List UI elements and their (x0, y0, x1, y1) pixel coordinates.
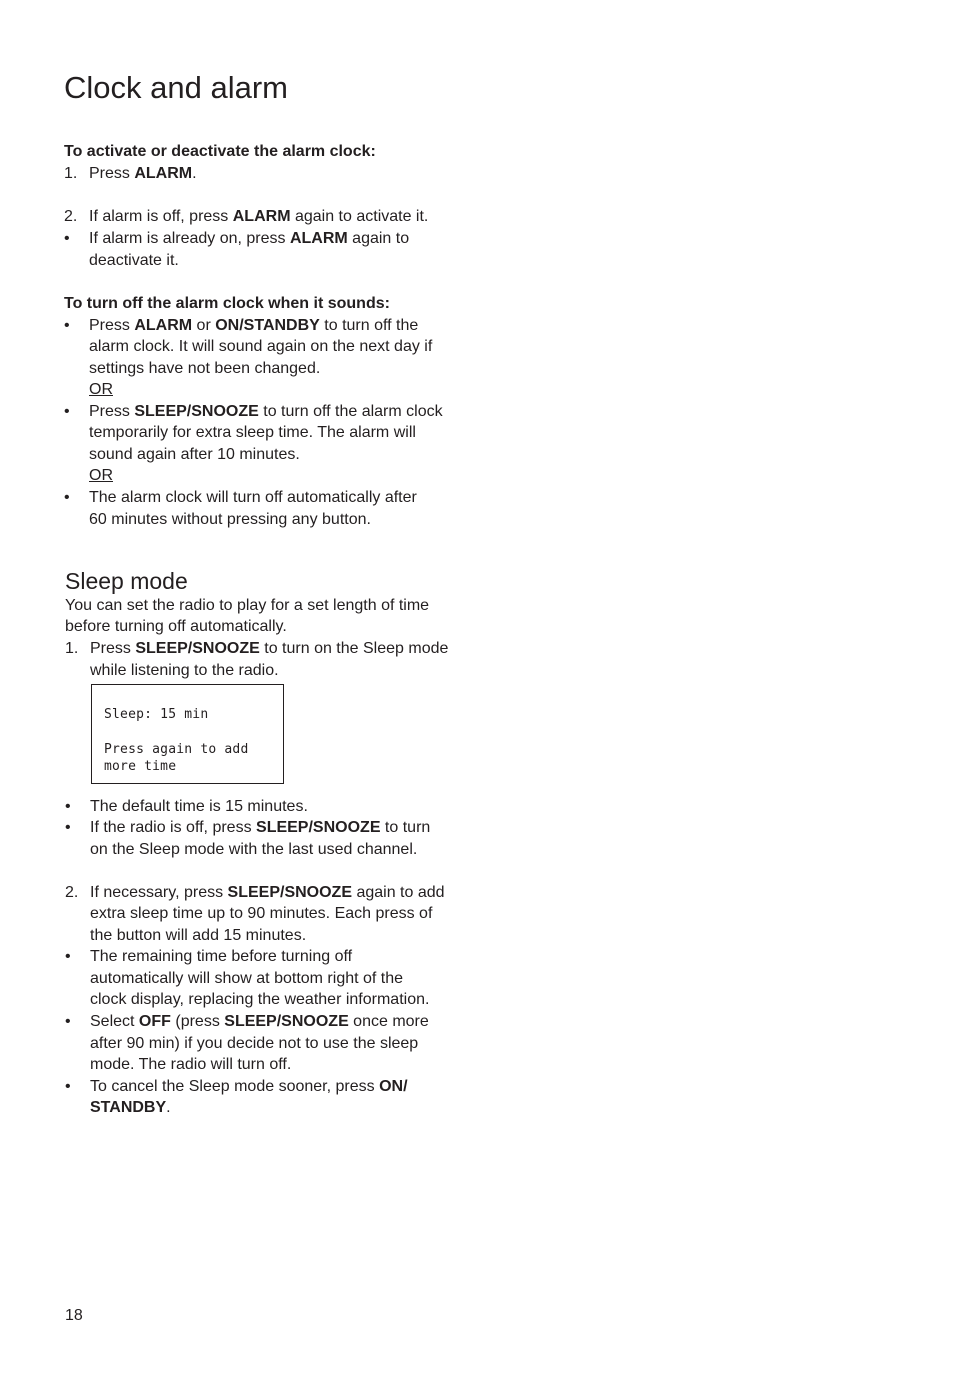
sleep-step-1: Press SLEEP/SNOOZE to turn on the Sleep mode (90, 640, 449, 657)
sleep-bullet-5-line-2: STANDBY. (90, 1099, 171, 1116)
alarm-bullet-1-line-2: deactivate it. (89, 252, 179, 269)
sleep-step-1-line-2: while listening to the radio. (90, 662, 279, 679)
sleep-intro-line-2: before turning off automatically. (65, 618, 287, 635)
step-number: 1. (64, 165, 78, 182)
step-number: 2. (64, 208, 78, 225)
sleep-bullet-4-line-3: mode. The radio will turn off. (90, 1056, 292, 1073)
alarm-off-bullet-2: Press SLEEP/SNOOZE to turn off the alarm clock (89, 403, 443, 420)
alarm-off-bullet-1-line-2: alarm clock. It will sound again on the next day if (89, 338, 433, 355)
alarm-step-1: Press ALARM. (89, 165, 197, 182)
sleep-bullet-4-line-2: after 90 min) if you decide not to use the sleep (90, 1035, 419, 1052)
alarm-activate-heading: To activate or deactivate the alarm clock: (64, 143, 376, 160)
sleep-bullet-5: To cancel the Sleep mode sooner, press ON/ (90, 1078, 408, 1095)
alarm-off-bullet-3: The alarm clock will turn off automatically after (89, 489, 417, 506)
key-label: ALARM (289, 230, 348, 247)
key-label: ON/STANDBY (215, 317, 320, 334)
sleep-bullet-2: If the radio is off, press SLEEP/SNOOZE to turn (90, 819, 431, 836)
key-label: ON/ (379, 1078, 408, 1095)
key-label: SLEEP/SNOOZE (227, 884, 352, 901)
sleep-step-2-line-3: the button will add 15 minutes. (90, 927, 307, 944)
key-label: SLEEP/SNOOZE (224, 1013, 349, 1030)
bullet-marker: • (65, 1078, 71, 1095)
bullet-marker: • (64, 489, 70, 506)
key-label: SLEEP/SNOOZE (134, 403, 259, 420)
bullet-marker: • (64, 230, 70, 247)
bullet-marker: • (64, 317, 70, 334)
alarm-bullet-1: If alarm is already on, press ALARM again to (89, 230, 410, 247)
display-line-more-time: more time (104, 759, 177, 774)
radio-display-screen (91, 684, 284, 784)
key-label: SLEEP/SNOOZE (256, 819, 381, 836)
alarm-off-bullet-2-line-2: temporarily for extra sleep time. The alarm will (89, 424, 416, 441)
key-label: ALARM (232, 208, 291, 225)
alarm-off-bullet-1: Press ALARM or ON/STANDBY to turn off the (89, 317, 419, 334)
sleep-bullet-3-line-3: clock display, replacing the weather information. (90, 991, 430, 1008)
bullet-marker: • (64, 403, 70, 420)
sleep-step-2-line-2: extra sleep time up to 90 minutes. Each press of (90, 905, 433, 922)
or-separator: OR (89, 467, 113, 484)
section-title-sleep-mode: Sleep mode (65, 568, 188, 594)
key-label: STANDBY (90, 1099, 167, 1116)
sleep-bullet-2-line-2: on the Sleep mode with the last used channel. (90, 841, 418, 858)
sleep-bullet-3: The remaining time before turning off (90, 948, 353, 965)
key-label: ALARM (134, 317, 193, 334)
alarm-off-bullet-2-line-3: sound again after 10 minutes. (89, 446, 300, 463)
bullet-marker: • (65, 819, 71, 836)
page-title: Clock and alarm (64, 70, 288, 105)
or-separator: OR (89, 381, 113, 398)
page-number: 18 (65, 1307, 83, 1324)
sleep-bullet-4: Select OFF (press SLEEP/SNOOZE once more (90, 1013, 429, 1030)
key-label: SLEEP/SNOOZE (135, 640, 260, 657)
alarm-off-heading: To turn off the alarm clock when it sounds: (64, 295, 390, 312)
sleep-step-2: If necessary, press SLEEP/SNOOZE again to add (90, 884, 445, 901)
sleep-intro: You can set the radio to play for a set length of time (65, 597, 430, 614)
alarm-step-2: If alarm is off, press ALARM again to activate it. (89, 208, 429, 225)
step-number: 1. (65, 640, 79, 657)
alarm-off-bullet-3-line-2: 60 minutes without pressing any button. (89, 511, 371, 528)
display-line-sleep-time: Sleep: 15 min (104, 707, 209, 722)
bullet-marker: • (65, 948, 71, 965)
display-line-press-again: Press again to add (104, 742, 249, 757)
bullet-marker: • (65, 1013, 71, 1030)
step-number: 2. (65, 884, 79, 901)
sleep-bullet-1: The default time is 15 minutes. (90, 798, 308, 815)
key-label: OFF (138, 1013, 171, 1030)
bullet-marker: • (65, 798, 71, 815)
alarm-off-bullet-1-line-3: settings have not been changed. (89, 360, 321, 377)
sleep-bullet-3-line-2: automatically will show at bottom right of the (90, 970, 404, 987)
key-label: ALARM (134, 165, 193, 182)
